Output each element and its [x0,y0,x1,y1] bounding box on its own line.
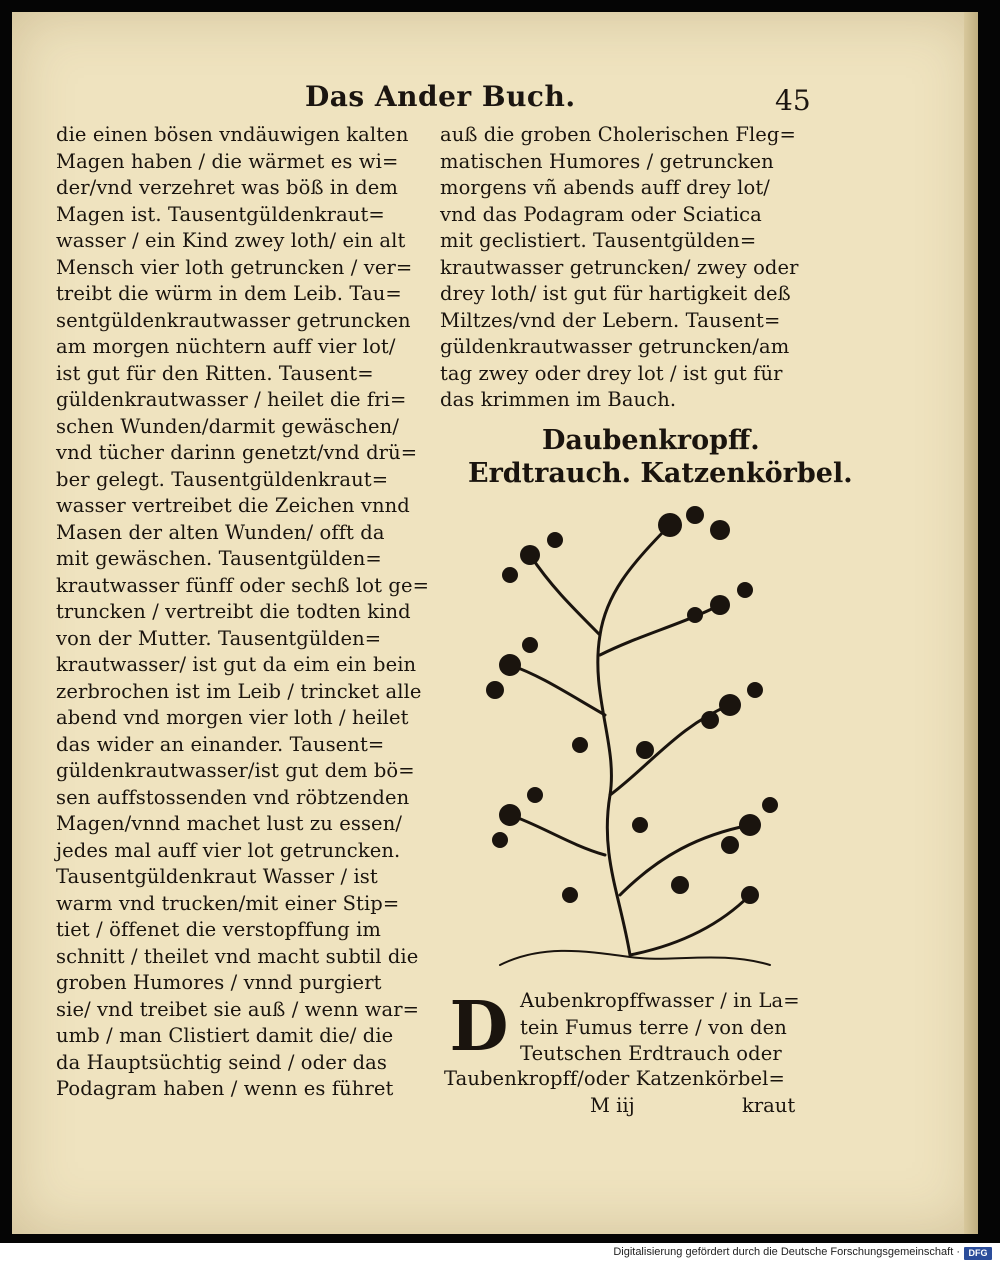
footer-credit: Digitalisierung gefördert durch die Deutsche Forschungsgemeinschaft · [613,1246,960,1258]
entry-text-full [444,1066,804,1093]
right-column-line: tag zwey oder drey lot / ist gut für [440,361,783,385]
left-column-line: treibt die würm in dem Leib. Tau= [56,282,402,305]
left-column-line: schen Wunden/darmit gewäschen/ [56,414,399,438]
left-column-line: wasser vertreibet die Zeichen vnnd [56,494,410,517]
decorated-initial [444,988,514,1066]
left-column-line: von der Mutter. Tausentgülden= [56,626,382,650]
left-column-line: Podagram haben / wenn es führet [56,1077,394,1100]
left-column-line: Tausentgüldenkraut Wasser / ist [56,865,378,888]
left-column-line: wasser / ein Kind zwey loth/ ein alt [56,229,406,252]
left-column-line: am morgen nüchtern auff vier lot/ [56,335,396,358]
entry-text-indented [520,988,820,1068]
left-column-line: Mensch vier loth getruncken / ver= [56,255,413,279]
left-column-line: vnd tücher darinn genetzt/vnd drü= [56,441,418,464]
left-column-line: jedes mal auff vier lot getruncken. [56,838,401,862]
left-column-line: güldenkrautwasser / heilet die fri= [56,388,407,411]
left-column-line: Magen haben / die wärmet es wi= [56,149,399,173]
left-column-line: sen auffstossenden vnd röbtzenden [56,785,410,809]
right-column-line: auß die groben Cholerischen Fleg= [440,123,796,146]
initial-letter: D [449,987,509,1067]
left-column-line: das wider an einander. Tausent= [56,732,385,756]
left-text-column [56,122,436,1103]
left-column-line: güldenkrautwasser/ist gut dem bö= [56,759,415,782]
left-column-line: der/vnd verzehret was böß in dem [56,176,398,199]
running-head: Das Ander Buch. [305,80,576,113]
entry-full-line: Taubenkropff/oder Katzenkörbel= [444,1067,785,1090]
right-column-line: matischen Humores / getruncken [440,149,774,173]
left-column-line: schnitt / theilet vnd macht subtil die [56,944,419,968]
right-column-line: drey loth/ ist gut für hartigkeit deß [440,282,791,305]
right-column-line: das krimmen im Bauch. [440,388,677,411]
dfg-logo: DFG [964,1247,992,1260]
left-column-line: da Hauptsüchtig seind / oder das [56,1050,388,1074]
left-column-line: sie/ vnd treibet sie auß / wenn war= [56,997,420,1021]
left-column-line: zerbrochen ist im Leib / trincket alle [56,679,422,703]
right-column-line: mit geclistiert. Tausentgülden= [440,229,757,252]
fumitory-plant-woodcut [480,495,790,985]
right-column-line: Miltzes/vnd der Lebern. Tausent= [440,308,781,332]
signature-mark: M iij [590,1094,635,1117]
right-column-line: krautwasser getruncken/ zwey oder [440,255,799,279]
left-column-line: warm vnd trucken/mit einer Stip= [56,891,400,915]
left-column-line: tiet / öffenet die verstopffung im [56,918,382,941]
left-column-line: mit gewäschen. Tausentgülden= [56,547,382,570]
section-heading-line-2: Erdtrauch. Katzenkörbel. [468,458,853,489]
left-column-line: sentgüldenkrautwasser getruncken [56,308,411,332]
right-column-line: vnd das Podagram oder Sciatica [440,202,762,226]
entry-indented-line: Aubenkropffwasser / in La= [520,989,800,1012]
left-column-line: Masen der alten Wunden/ offt da [56,520,385,544]
left-column-line: ist gut für den Ritten. Tausent= [56,361,374,385]
right-column-line: morgens vñ abends auff drey lot/ [440,176,770,199]
left-column-line: groben Humores / vnnd purgiert [56,971,382,994]
left-column-line: abend vnd morgen vier loth / heilet [56,706,409,729]
section-heading-line-1: Daubenkropff. [542,425,760,456]
left-column-line: truncken / vertreibt die todten kind [56,600,411,623]
left-column-line: krautwasser fünff oder sechß lot ge= [56,573,430,597]
left-column-line: Magen ist. Tausentgüldenkraut= [56,202,385,226]
right-column-line: güldenkrautwasser getruncken/am [440,335,790,358]
left-column-line: Magen/vnnd machet lust zu essen/ [56,812,403,835]
right-text-column [440,122,830,414]
left-column-line: die einen bösen vndäuwigen kalten [56,123,409,146]
left-column-line: umb / man Clistiert damit die/ die [56,1024,394,1047]
page-number: 45 [775,84,811,117]
digitization-footer [0,1243,1000,1265]
left-column-line: krautwasser/ ist gut da eim ein bein [56,653,417,676]
entry-indented-line: Teutschen Erdtrauch oder [520,1042,782,1065]
entry-indented-line: tein Fumus terre / von den [520,1015,787,1039]
page-edge [964,12,978,1234]
catchword: kraut [742,1094,796,1117]
left-column-line: ber gelegt. Tausentgüldenkraut= [56,467,389,491]
